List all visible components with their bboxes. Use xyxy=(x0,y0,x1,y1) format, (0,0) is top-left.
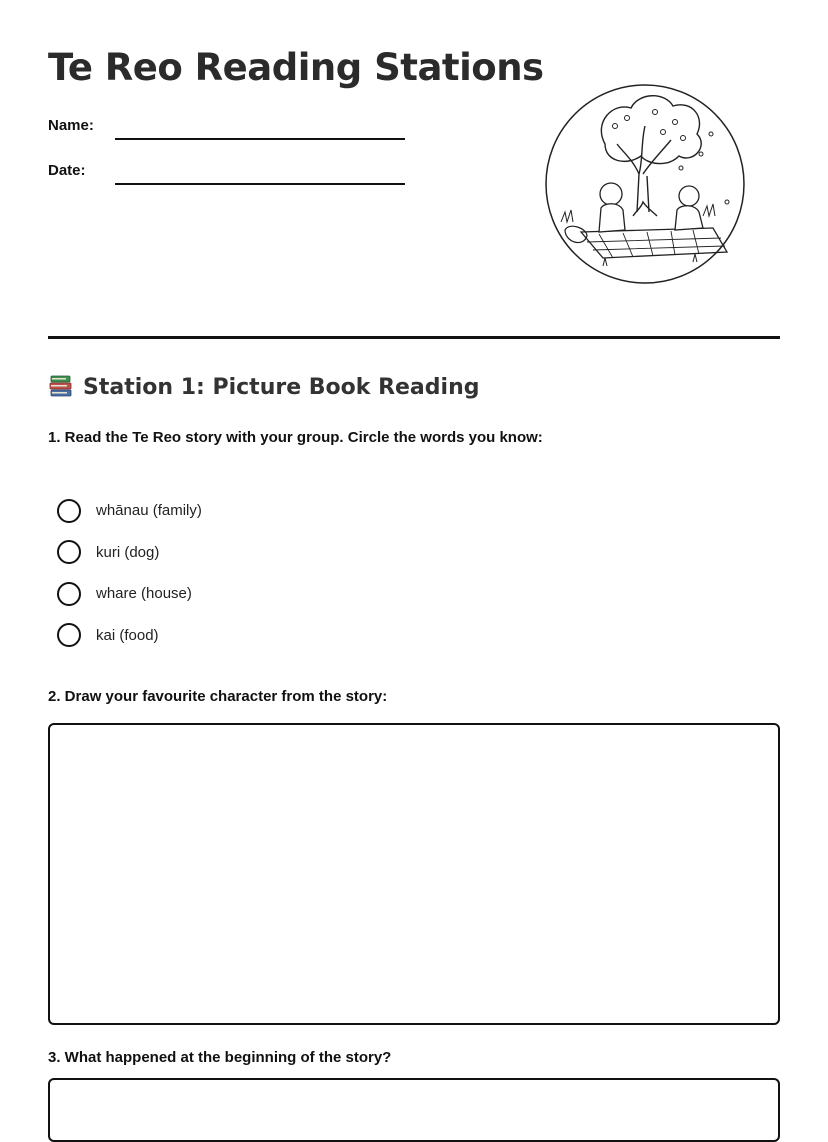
word-label: kuri (dog) xyxy=(96,543,160,561)
name-line[interactable] xyxy=(115,138,405,140)
tree-picnic-illustration xyxy=(543,82,747,286)
page-title: Te Reo Reading Stations xyxy=(48,46,544,89)
books-icon xyxy=(48,374,74,400)
question-1: 1. Read the Te Reo story with your group. Circle the words you know: xyxy=(48,429,543,446)
word-label: whare (house) xyxy=(96,585,192,603)
date-field xyxy=(48,162,408,186)
question-2: 2. Draw your favourite character from the story: xyxy=(48,688,388,705)
word-label: kai (food) xyxy=(96,626,159,644)
name-field xyxy=(48,117,408,141)
circle-checkbox[interactable] xyxy=(57,623,81,647)
circle-checkbox[interactable] xyxy=(57,582,81,606)
circle-checkbox[interactable] xyxy=(57,540,81,564)
station-title: Station 1: Picture Book Reading xyxy=(83,374,480,400)
drawing-box[interactable] xyxy=(48,723,780,1025)
list-item xyxy=(57,615,202,657)
answer-box[interactable] xyxy=(48,1078,780,1142)
list-item xyxy=(57,573,202,615)
station-heading xyxy=(48,374,479,400)
name-label: Name: xyxy=(48,117,94,134)
list-item xyxy=(57,490,202,532)
question-3: 3. What happened at the beginning of the story? xyxy=(48,1049,392,1066)
word-list xyxy=(57,490,202,656)
circle-checkbox[interactable] xyxy=(57,499,81,523)
date-line[interactable] xyxy=(115,183,405,185)
list-item xyxy=(57,532,202,574)
date-label: Date: xyxy=(48,162,86,179)
word-label: whānau (family) xyxy=(96,502,202,520)
section-divider xyxy=(48,336,780,339)
